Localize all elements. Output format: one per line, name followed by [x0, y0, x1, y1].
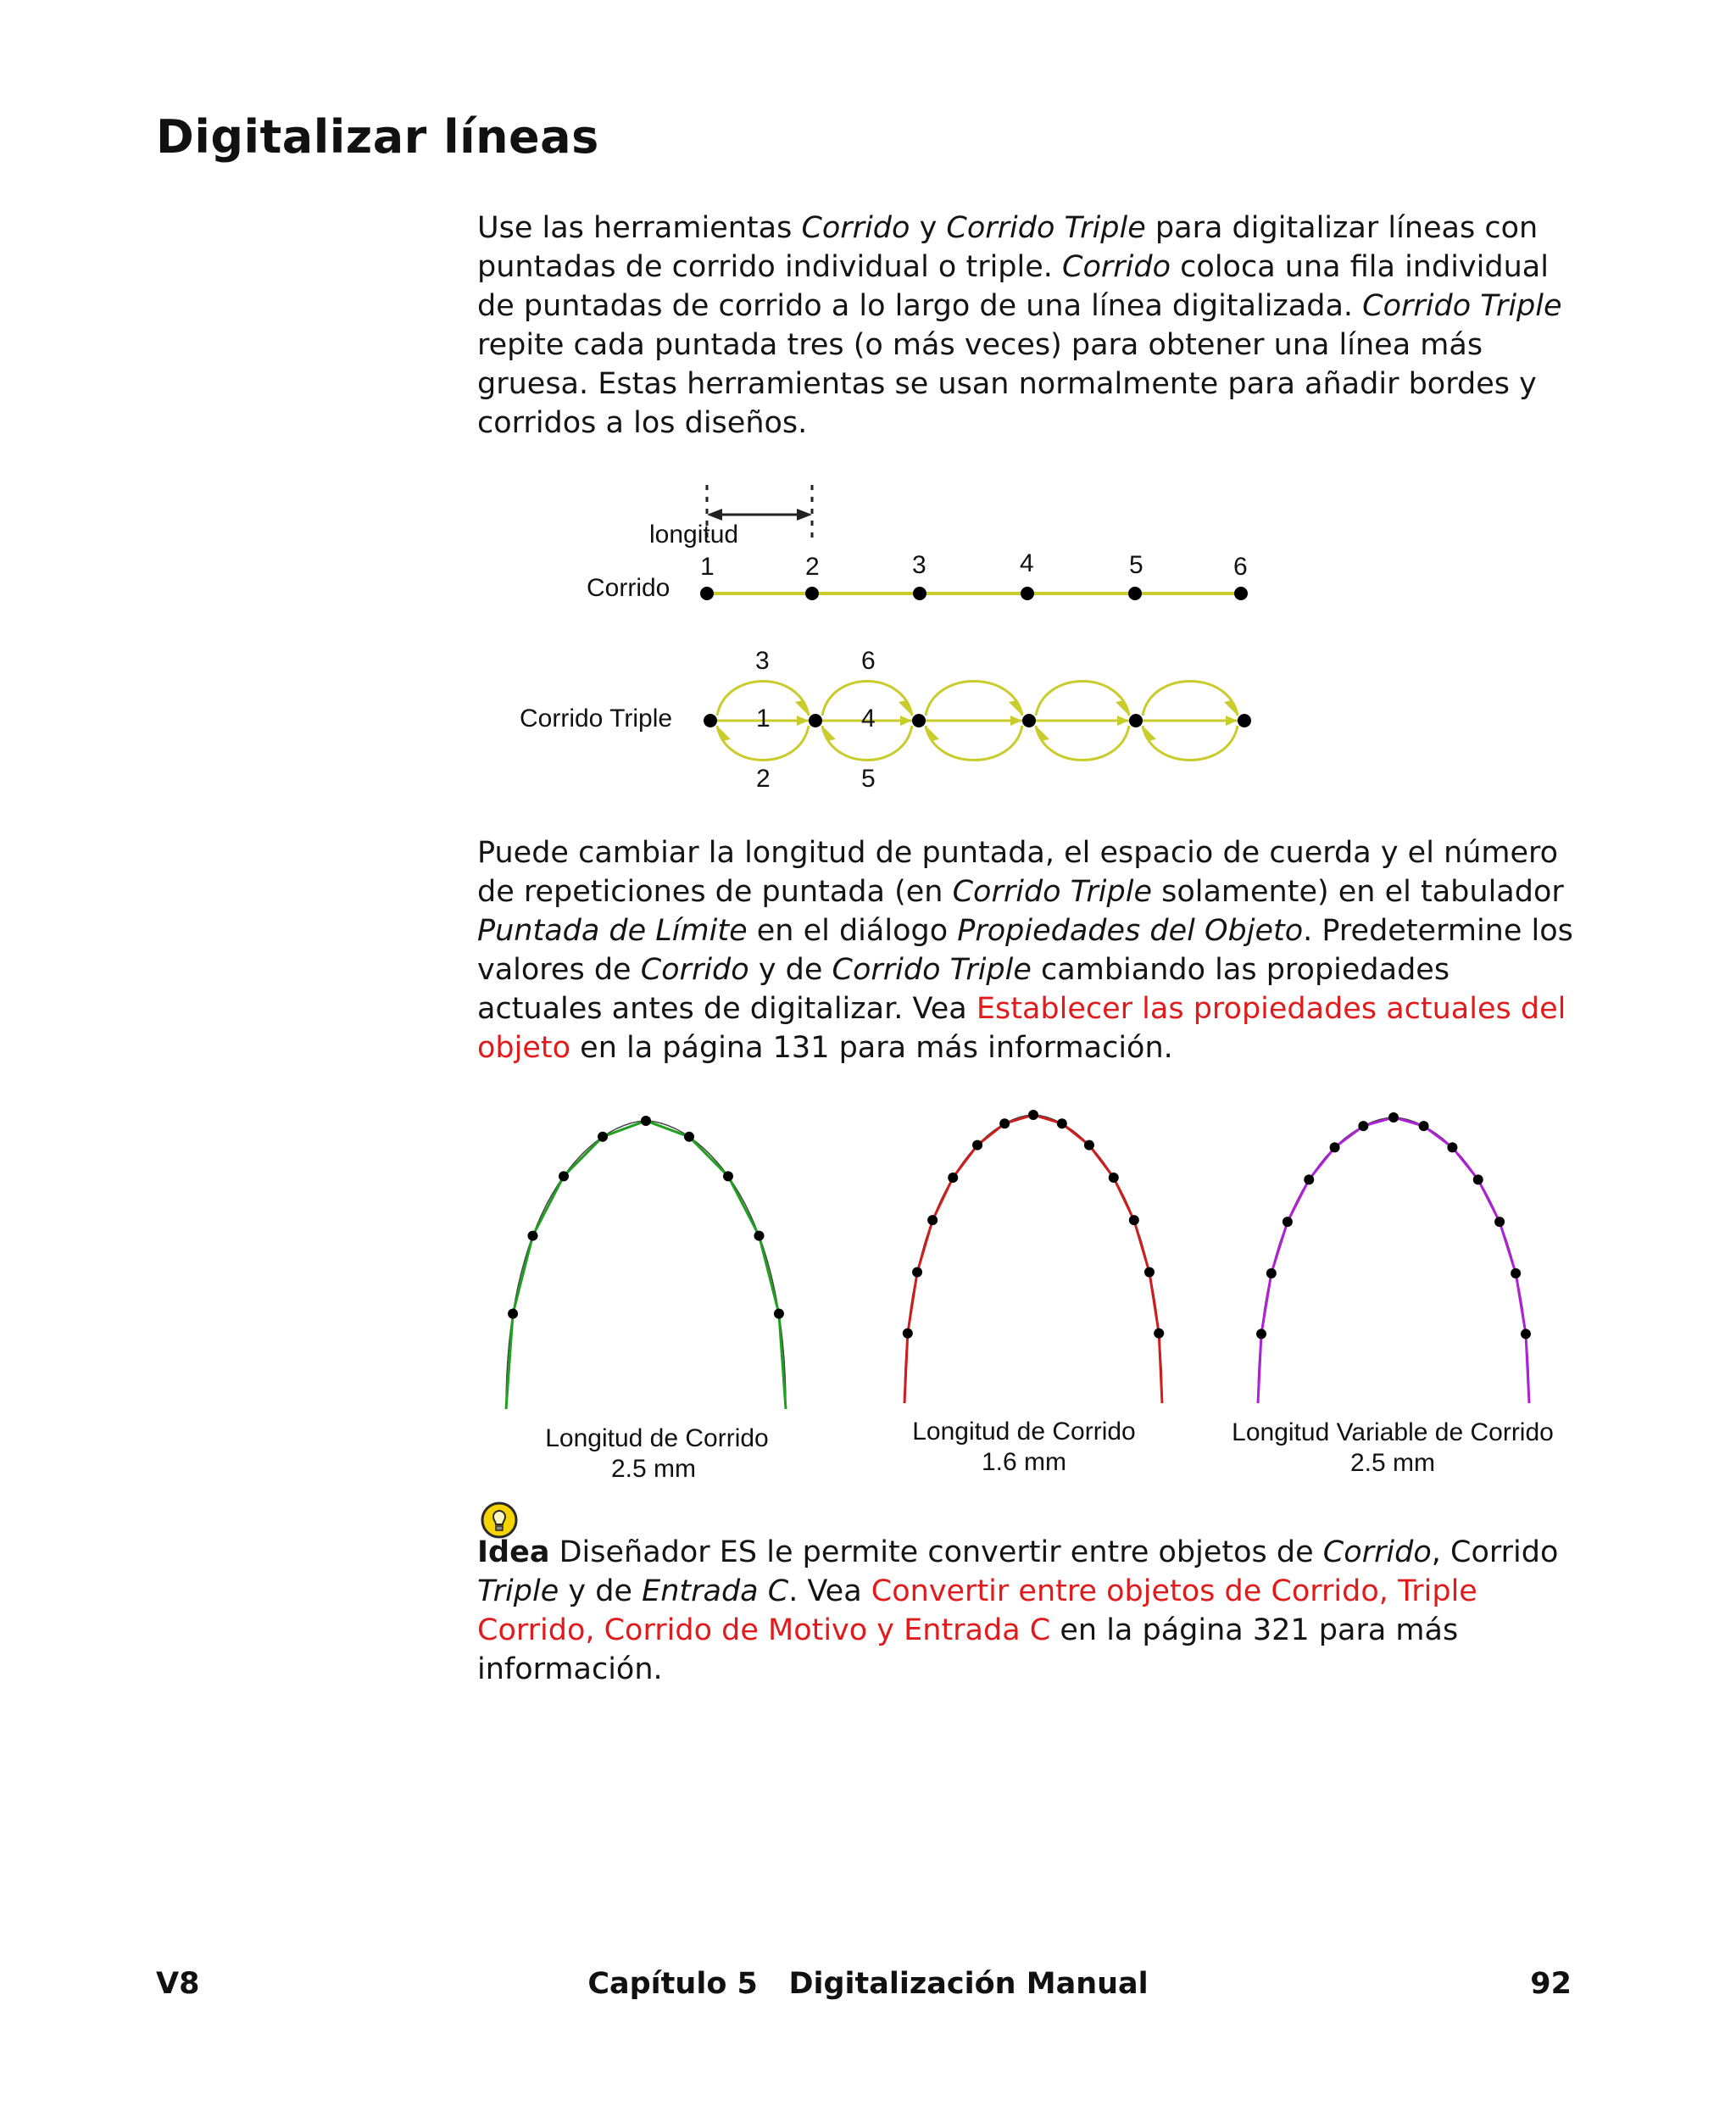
arch-outline — [904, 1115, 1162, 1403]
arch-stitch-dot — [684, 1132, 694, 1142]
footer-version: V8 — [156, 1967, 200, 2001]
arch-stitch-dot — [1511, 1268, 1521, 1279]
triple-stitch-dot — [912, 714, 926, 727]
arch-stitch-line — [506, 1121, 786, 1409]
arch-comparison — [506, 1110, 1531, 1409]
triple-stitch-arc — [1143, 726, 1238, 760]
length-dimension — [707, 485, 812, 543]
arch-stitch-dot — [1388, 1112, 1399, 1123]
footer-chapter: Capítulo 5 Digitalización Manual — [587, 1967, 1149, 2001]
triple-arrow-head — [1117, 716, 1129, 726]
arch-stitch-dot — [1419, 1121, 1429, 1131]
triple-run-label: Corrido Triple — [520, 705, 673, 733]
arch-stitch-line — [1258, 1117, 1529, 1403]
triple-arrow-head — [1038, 727, 1049, 741]
arch-stitch-dot — [1304, 1174, 1314, 1184]
run-number: 3 — [912, 551, 926, 579]
triple-stitch-arc — [926, 726, 1022, 760]
footer-page-number: 92 — [1530, 1967, 1572, 2001]
arch-outline — [1258, 1117, 1529, 1403]
run-stitch-dot — [1128, 587, 1142, 600]
arch-stitch-dot — [1028, 1110, 1038, 1120]
run-number: 6 — [1233, 553, 1248, 581]
length-label: longitud — [649, 521, 739, 549]
run-stitch-dot — [1234, 587, 1248, 600]
triple-number: 6 — [861, 647, 876, 675]
arch-stitch-dot — [723, 1171, 733, 1181]
arch-stitch-dot — [1266, 1268, 1277, 1279]
triple-number: 1 — [756, 705, 771, 733]
triple-stitch-arc — [717, 682, 809, 716]
arch-stitch-dot — [1084, 1140, 1094, 1150]
arch-caption: Longitud de Corrido — [912, 1418, 1136, 1446]
triple-stitch-arc — [717, 726, 809, 760]
triple-stitch-arc — [1036, 682, 1129, 716]
arch-stitch-dot — [1358, 1121, 1368, 1131]
arch-stitch-dot — [1256, 1329, 1266, 1339]
arch-stitch-dot — [528, 1231, 538, 1241]
properties-link[interactable]: Establecer las propiedades actuales del objeto — [477, 992, 1566, 1065]
run-stitch-dot — [913, 587, 926, 600]
arch-stitch-dot — [774, 1309, 784, 1319]
arch-caption-value: 1.6 mm — [981, 1448, 1067, 1476]
run-label: Corrido — [587, 574, 670, 602]
run-stitch-dot — [805, 587, 819, 600]
arch-stitch-dot — [1129, 1215, 1139, 1225]
triple-arrow-head — [1009, 700, 1021, 714]
arch-stitch-dot — [1144, 1267, 1155, 1278]
triple-arrow-head — [899, 700, 910, 714]
triple-arrow-head — [900, 716, 912, 726]
arch-stitch-dot — [972, 1140, 982, 1150]
triple-arrow-head — [1010, 716, 1022, 726]
triple-stitch-dot — [1129, 714, 1143, 727]
triple-arrow-head — [824, 727, 836, 741]
triple-stitch-dot — [809, 714, 822, 727]
run-number: 2 — [805, 553, 820, 581]
arch-stitch-dot — [508, 1309, 518, 1319]
arch-stitch-dot — [641, 1116, 651, 1126]
triple-arrow-head — [1224, 700, 1236, 714]
arch-stitch-dot — [1057, 1118, 1067, 1128]
page-title: Digitalizar líneas — [156, 110, 599, 164]
arch-stitch-dot — [1447, 1142, 1457, 1152]
arch-stitch-dot — [1109, 1173, 1119, 1183]
arch-caption-value: 2.5 mm — [1349, 1449, 1436, 1477]
arch-stitch-dot — [1330, 1142, 1340, 1152]
arch-stitch-dot — [948, 1173, 958, 1183]
arch-stitch-dot — [1494, 1217, 1505, 1227]
arch-stitch-dot — [1521, 1329, 1531, 1339]
arch-stitch-dot — [1473, 1174, 1483, 1184]
intro-paragraph: Use las herramientas Corrido y Corrido Triple para digitalizar líneas con puntadas de corrido individual o triple. Corrido coloca una fila individual de puntadas de corrido a lo largo de una línea digitalizada. Corrido Triple repite cada puntada tres (o más veces) para obtener una línea más gruesa. Estas herramientas se usan normalmente para añadir bordes y corridos a los diseños. — [477, 211, 1562, 440]
triple-stitch-dot — [704, 714, 717, 727]
arch-stitch-dot — [912, 1267, 922, 1278]
triple-number: 2 — [756, 765, 771, 793]
triple-stitch-arc — [822, 726, 912, 760]
triple-arrow-head — [797, 716, 809, 726]
triple-arrow-head — [795, 700, 807, 714]
triple-stitch-dot — [1022, 714, 1036, 727]
triple-arrow-head — [927, 727, 939, 741]
tip-paragraph: Idea Diseñador ES le permite convertir entre objetos de Corrido, Corrido Triple y de Entrada C. Vea Convertir entre objetos de Corrido, Triple Corrido, Corrido de Motivo y Entrada C en la página 321 para más información. — [477, 1535, 1559, 1686]
run-number: 4 — [1020, 549, 1034, 577]
arch-stitch-dot — [559, 1171, 569, 1181]
run-number: 5 — [1129, 551, 1143, 579]
arch-stitch-dot — [927, 1215, 938, 1225]
run-number: 1 — [700, 553, 715, 581]
arch-stitch-line — [904, 1115, 1162, 1403]
arch-stitch-dot — [754, 1231, 764, 1241]
triple-stitch-arc — [822, 682, 912, 716]
triple-arrow-head — [1226, 716, 1238, 726]
triple-stitch-arc — [926, 682, 1022, 716]
arch-caption-value: 2.5 mm — [610, 1455, 697, 1483]
arch-stitch-dot — [999, 1118, 1010, 1128]
triple-number: 4 — [861, 705, 876, 733]
run-stitch-dot — [700, 587, 714, 600]
triple-arrow-head — [1116, 700, 1127, 714]
triple-arrow-head — [1144, 727, 1156, 741]
convert-objects-link[interactable]: Convertir entre objetos de Corrido, Triple Corrido, Corrido de Motivo y Entrada C — [477, 1574, 1477, 1647]
triple-number: 5 — [861, 765, 876, 793]
triple-arrow-head — [719, 727, 731, 741]
arch-caption: Longitud de Corrido — [545, 1424, 769, 1452]
arch-caption: Longitud Variable de Corrido — [1232, 1418, 1554, 1446]
run-stitch-dot — [1021, 587, 1034, 600]
triple-stitch-arc — [1036, 726, 1129, 760]
tip-label: Idea — [477, 1535, 550, 1569]
arch-stitch-dot — [903, 1329, 913, 1339]
settings-paragraph: Puede cambiar la longitud de puntada, el espacio de cuerda y el número de repeticiones de puntada (en Corrido Triple solamente) en el tabulador Puntada de Límite en el diálogo Propiedades del Objeto. Predetermine los valores de Corrido y de Corrido Triple cambiando las propiedades actuales antes de digitalizar. Vea Establecer las propiedades actuales del objeto en la página 131 para más información. — [477, 836, 1573, 1065]
arch-stitch-dot — [1154, 1329, 1164, 1339]
arch-stitch-dot — [598, 1132, 608, 1142]
triple-stitch-dot — [1238, 714, 1251, 727]
arch-stitch-dot — [1283, 1217, 1293, 1227]
triple-stitch-arc — [1143, 682, 1238, 716]
arch-outline — [506, 1121, 786, 1409]
triple-number: 3 — [755, 647, 770, 675]
